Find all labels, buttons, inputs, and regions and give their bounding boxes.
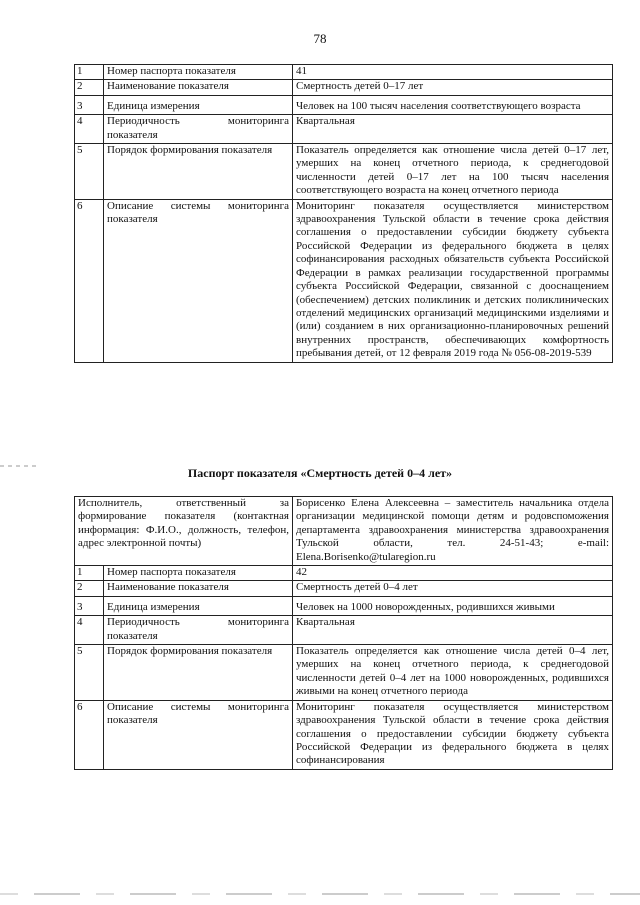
- row-number: 3: [75, 95, 104, 114]
- row-value: Мониторинг показателя осуществляется министерством здравоохранения Тульской области в течение срока действия соглашения о предоставлении субсидии бюджету субъекта Российской Федерации из федерального бюджета в целях софинансирования: [293, 700, 613, 769]
- executor-label: Исполнитель, ответственный за формирование показателя (контактная информация: Ф.И.О., должность, телефон, адрес электронной почты): [75, 497, 293, 566]
- row-number: 1: [75, 566, 104, 581]
- row-number: 1: [75, 65, 104, 80]
- row-value: 42: [293, 566, 613, 581]
- row-label: Описание системы мониторинга показателя: [104, 199, 293, 362]
- table-row: [75, 144, 613, 200]
- indicator-passport-table-42: [74, 496, 613, 770]
- row-label: Порядок формирования показателя: [104, 144, 293, 200]
- table-row: [75, 95, 613, 114]
- row-value: Смертность детей 0–17 лет: [293, 80, 613, 95]
- table-row: [75, 581, 613, 596]
- row-number: 3: [75, 596, 104, 615]
- table-row: [75, 616, 613, 645]
- table-row: [75, 566, 613, 581]
- row-value: Квартальная: [293, 616, 613, 645]
- row-number: 4: [75, 115, 104, 144]
- row-value: 41: [293, 65, 613, 80]
- page-number: 78: [313, 31, 327, 46]
- row-label: Порядок формирования показателя: [104, 645, 293, 701]
- row-label: Номер паспорта показателя: [104, 566, 293, 581]
- row-number: 6: [75, 199, 104, 362]
- row-label: Единица измерения: [104, 596, 293, 615]
- scan-artifact: [0, 893, 640, 895]
- row-label: Единица измерения: [104, 95, 293, 114]
- executor-row: [75, 497, 613, 566]
- indicator-passport-table-41: [74, 64, 613, 363]
- table-row: [75, 700, 613, 769]
- table-row: [75, 199, 613, 362]
- table-row: [75, 115, 613, 144]
- row-value: Мониторинг показателя осуществляется министерством здравоохранения Тульской области в течение срока действия соглашения о предоставлении субсидии бюджету субъекта Российской Федерации из федерального бюджета в целях софинансирования расходных обязательств субъекта Российской Федерации в рамках реализации государственной программы субъекта Российской Федерации, связанной с дооснащением (обеспечением) детских поликлиник и детских поликлинических отделений медицинских организаций медицинскими изделиями и (или) созданием в них организационно-планировочных решений внутренних пространств, обеспечивающих комфортность пребывания детей, от 12 февраля 2019 года № 056-08-2019-539: [293, 199, 613, 362]
- row-number: 2: [75, 581, 104, 596]
- table-row: [75, 645, 613, 701]
- executor-value: Борисенко Елена Алексеевна – заместитель начальника отдела организации медицинской помощи детям и родовспоможения департамента здравоохранения министерства здравоохранения Тульской области, тел. 24-51-43; e-mail: Elena.Borisenko@tularegion.ru: [293, 497, 613, 566]
- row-value: Смертность детей 0–4 лет: [293, 581, 613, 596]
- row-value: Квартальная: [293, 115, 613, 144]
- row-value: Человек на 100 тысяч населения соответствующего возраста: [293, 95, 613, 114]
- row-label: Периодичность мониторинга показателя: [104, 115, 293, 144]
- table-row: [75, 596, 613, 615]
- row-label: Наименование показателя: [104, 80, 293, 95]
- row-number: 6: [75, 700, 104, 769]
- row-number: 5: [75, 144, 104, 200]
- row-number: 2: [75, 80, 104, 95]
- row-label: Описание системы мониторинга показателя: [104, 700, 293, 769]
- row-value: Человек на 1000 новорожденных, родившихся живыми: [293, 596, 613, 615]
- table-row: [75, 65, 613, 80]
- section-heading: Паспорт показателя «Смертность детей 0–4 лет»: [187, 466, 453, 480]
- row-number: 4: [75, 616, 104, 645]
- row-value: Показатель определяется как отношение числа детей 0–4 лет, умерших на конец отчетного периода, к среднегодовой численности детей 0–4 лет на 1000 новорожденных, родившихся живыми на конец отчетного периода: [293, 645, 613, 701]
- row-value: Показатель определяется как отношение числа детей 0–17 лет, умерших на конец отчетного периода, к среднегодовой численности детей 0–17 лет на 100 тысяч населения соответствующего возраста на конец отчетного периода: [293, 144, 613, 200]
- row-label: Номер паспорта показателя: [104, 65, 293, 80]
- row-label: Периодичность мониторинга показателя: [104, 616, 293, 645]
- table-row: [75, 80, 613, 95]
- row-number: 5: [75, 645, 104, 701]
- row-label: Наименование показателя: [104, 581, 293, 596]
